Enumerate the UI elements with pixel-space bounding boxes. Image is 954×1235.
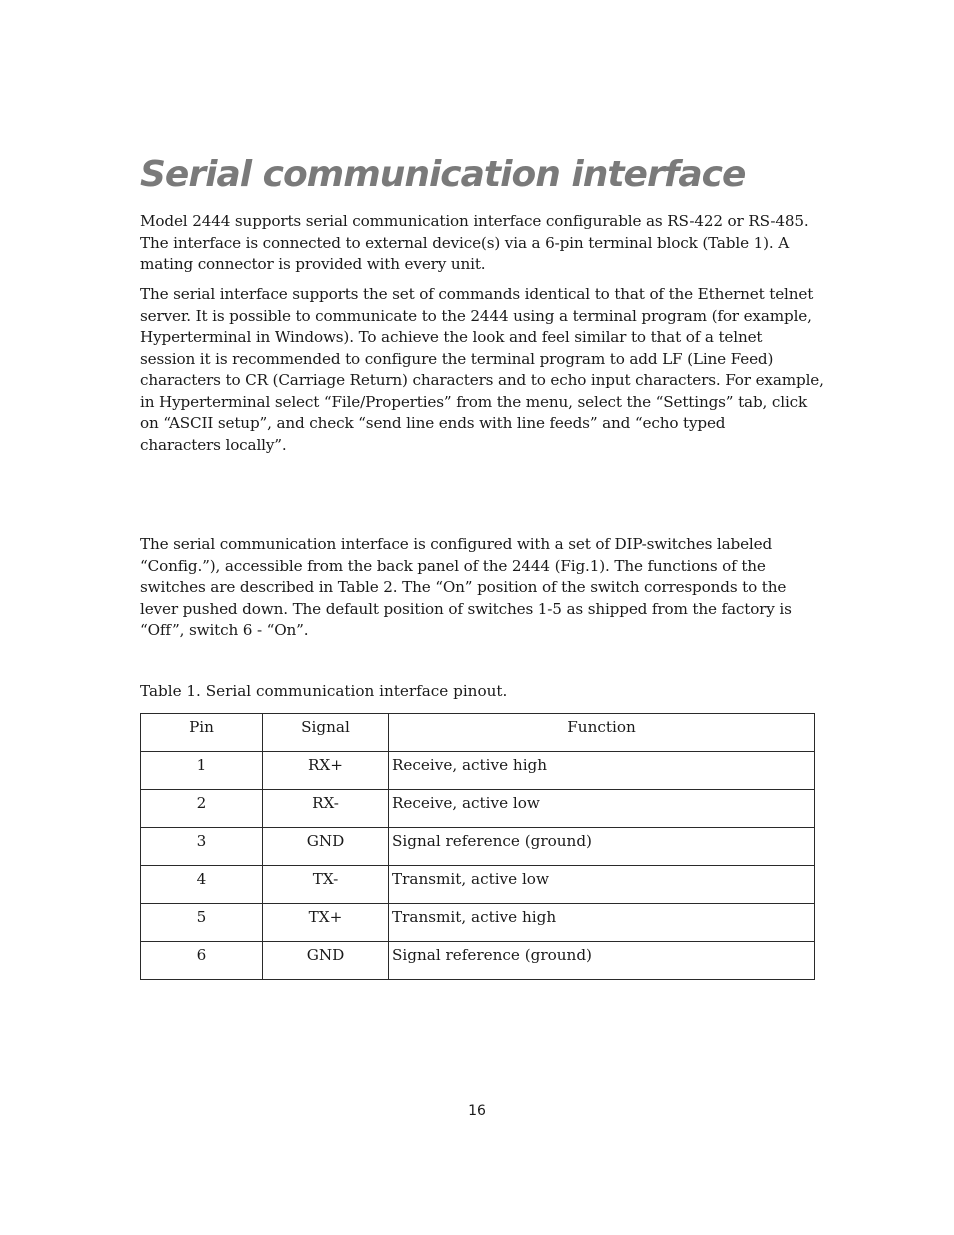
- text-line: session it is recommended to configure the terminal program to add LF (Line Feed): [140, 349, 774, 368]
- text-line: on “ASCII setup”, and check “send line ends with line feeds” and “echo typed: [140, 414, 726, 432]
- table-row: [141, 904, 815, 942]
- intro-paragraph: [140, 211, 816, 276]
- cell-function: Transmit, active low: [389, 866, 815, 904]
- text-line: The serial interface supports the set of commands identical to that of the Ethernet telnet: [140, 285, 814, 303]
- page-number: 16: [468, 1103, 486, 1119]
- text-line: characters to CR (Carriage Return) characters and to echo input characters. For example,: [140, 371, 824, 389]
- text-line: The interface is connected to external device(s) via a 6-pin terminal block (Table 1). A: [140, 233, 790, 252]
- cell-signal: GND: [263, 828, 389, 866]
- cell-pin: 2: [141, 790, 263, 828]
- text-line: Hyperterminal in Windows). To achieve the look and feel similar to that of a telnet: [140, 328, 763, 346]
- cell-function: Signal reference (ground): [389, 942, 815, 980]
- cell-signal: GND: [263, 942, 389, 980]
- cell-function: Receive, active low: [389, 790, 815, 828]
- cell-pin: 1: [141, 752, 263, 790]
- text-line: in Hyperterminal select “File/Properties” from the menu, select the “Settings” tab, click: [140, 392, 808, 411]
- cell-function: Signal reference (ground): [389, 828, 815, 866]
- table-row: [141, 828, 815, 866]
- cell-pin: 3: [141, 828, 263, 866]
- header-signal: Signal: [263, 714, 389, 752]
- cell-function: Transmit, active high: [389, 904, 815, 942]
- cell-signal: RX+: [263, 752, 389, 790]
- cell-signal: RX-: [263, 790, 389, 828]
- table-row: [141, 942, 815, 980]
- header-function: Function: [389, 714, 815, 752]
- cell-pin: 6: [141, 942, 263, 980]
- pinout-table: [140, 713, 815, 980]
- text-line: characters locally”.: [140, 435, 287, 454]
- text-line: Model 2444 supports serial communication interface configurable as RS-422 or RS-485.: [140, 212, 809, 230]
- cell-function: Receive, active high: [389, 752, 815, 790]
- text-line: “Off”, switch 6 - “On”.: [140, 621, 309, 639]
- text-line: “Config.”), accessible from the back panel of the 2444 (Fig.1). The functions of the: [140, 556, 766, 575]
- terminal-paragraph: [140, 284, 824, 456]
- cell-signal: TX-: [263, 866, 389, 904]
- table-caption: Table 1. Serial communication interface pinout.: [140, 682, 508, 700]
- text-line: mating connector is provided with every unit.: [140, 255, 486, 273]
- table-header-row: [141, 714, 815, 752]
- text-line: The serial communication interface is configured with a set of DIP-switches labeled: [140, 535, 773, 553]
- table-row: [141, 790, 815, 828]
- section-heading: Serial communication interface: [140, 154, 746, 195]
- cell-signal: TX+: [263, 904, 389, 942]
- cell-pin: 5: [141, 904, 263, 942]
- dip-switch-paragraph: [140, 534, 816, 642]
- text-line: server. It is possible to communicate to the 2444 using a terminal program (for example,: [140, 306, 812, 325]
- cell-pin: 4: [141, 866, 263, 904]
- text-line: lever pushed down. The default position of switches 1-5 as shipped from the factory is: [140, 599, 792, 618]
- table-row: [141, 752, 815, 790]
- header-pin: Pin: [141, 714, 263, 752]
- text-line: switches are described in Table 2. The “On” position of the switch corresponds to the: [140, 578, 787, 596]
- table-row: [141, 866, 815, 904]
